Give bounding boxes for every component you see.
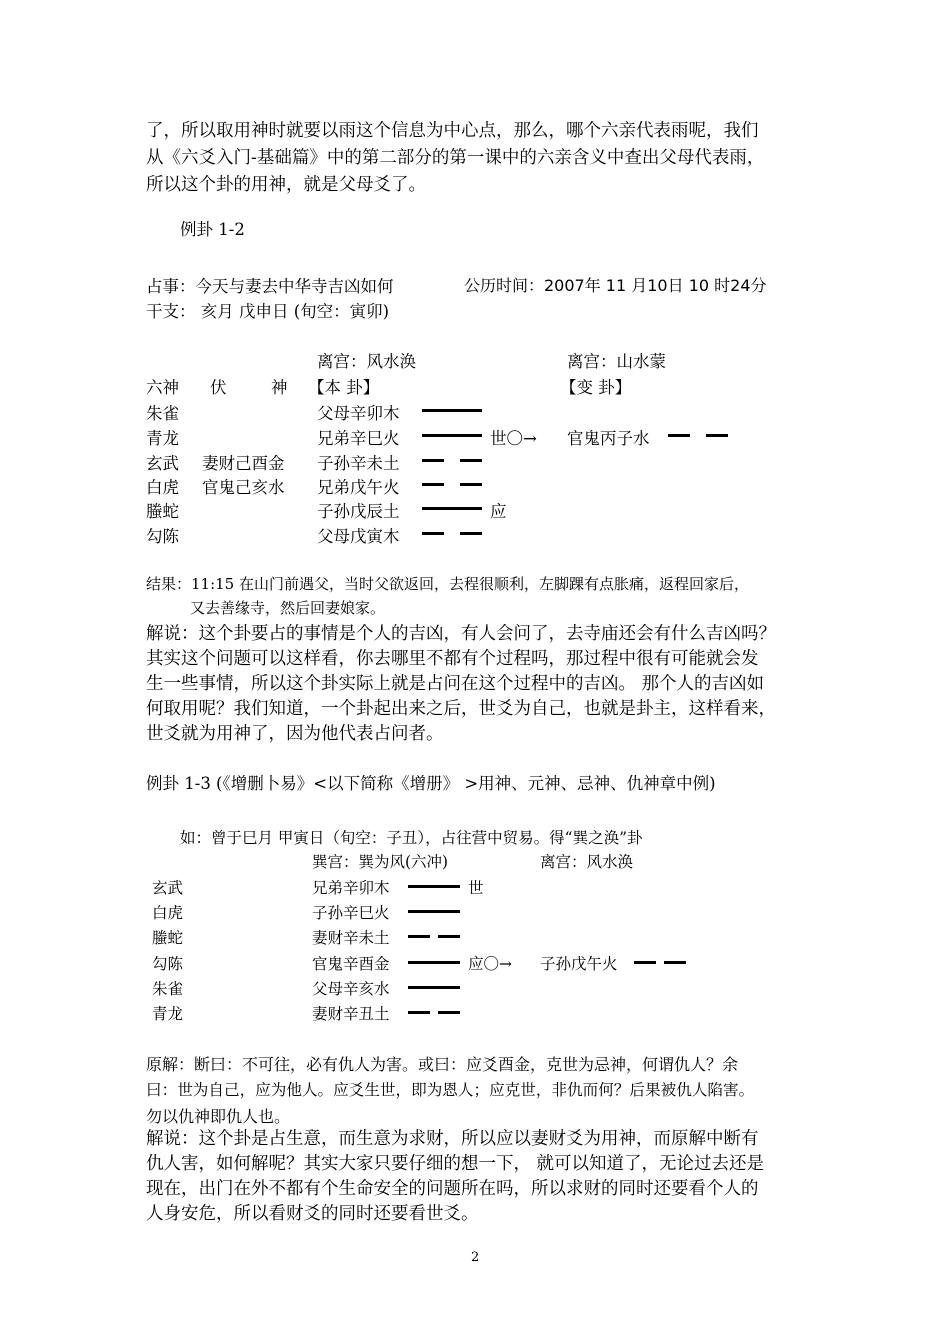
liushen-label: 白虎 xyxy=(146,478,179,497)
original-line-1: 原解：断曰：不可往，必有仇人为害。或曰：应爻酉金，克世为忌神，何谓仇人？余 xyxy=(146,1055,739,1074)
header-fu: 伏 xyxy=(210,378,227,397)
explain-1-3-line-1: 解说：这个卦是占生意，而生意为求财，所以应以妻财爻为用神，而原解中断有 xyxy=(146,1129,759,1149)
yin-line xyxy=(422,483,482,486)
yin-line xyxy=(634,961,686,964)
divination-time: 公历时间：2007年 11 月10日 10 时24分 xyxy=(464,276,767,295)
yao-label: 子孙戊辰土 xyxy=(317,502,400,521)
yao-label: 父母辛亥水 xyxy=(312,980,390,998)
ying-moving-mark: 应〇→ xyxy=(468,955,512,973)
yang-line xyxy=(422,409,482,412)
yao-label: 官鬼辛酉金 xyxy=(312,955,390,973)
original-line-2: 曰：世为自己，应为他人。应爻生世，即为恩人；应克世，非仇而何？后果被仇人陷害。 xyxy=(146,1081,755,1099)
header-liushen: 六神 xyxy=(146,378,179,397)
ganzhi-line: 干支： 亥月 戊申日 (旬空：寅卯) xyxy=(146,302,390,321)
page-number: 2 xyxy=(471,1250,480,1265)
fushen-label: 妻财己酉金 xyxy=(202,454,285,473)
liushen-label: 白虎 xyxy=(152,904,184,922)
yang-line xyxy=(408,910,460,913)
yao-label: 妻财辛丑土 xyxy=(312,1005,390,1023)
liushen-label: 青龙 xyxy=(146,429,179,448)
fushen-label: 官鬼己亥水 xyxy=(202,478,285,497)
liushen-label: 青龙 xyxy=(152,1005,184,1023)
yin-line xyxy=(408,935,460,938)
liushen-label: 朱雀 xyxy=(152,980,184,998)
explain-1-3-line-3: 现在，出门在外不都有个生命安全的问题所在吗，所以求财的同时还要看个人的 xyxy=(146,1179,759,1199)
result-line-1: 结果：11:15 在山门前遇父，当时父欲返回，去程很顺利，左脚踝有点胀痛，返程回家后， xyxy=(146,575,749,593)
liushen-label: 螣蛇 xyxy=(146,502,179,521)
palace-changed-1-3: 离宫：风水涣 xyxy=(540,853,634,871)
explain-1-2-line-3: 生一些事情，所以这个卦实际上就是占问在这个过程中的吉凶。 那个人的吉凶如 xyxy=(146,674,765,694)
yang-line xyxy=(408,961,460,964)
yao-label: 兄弟辛卯木 xyxy=(312,879,390,897)
changed-yao-label: 官鬼丙子水 xyxy=(567,429,650,448)
intro-line-1: 了，所以取用神时就要以雨这个信息为中心点，那么，哪个六亲代表雨呢，我们 xyxy=(146,121,759,141)
ying-mark: 应 xyxy=(490,502,507,521)
liushen-label: 勾陈 xyxy=(146,527,179,546)
explain-1-2-line-2: 其实这个问题可以这样看，你去哪里不都有个过程吗，那过程中很有可能就会发 xyxy=(146,649,759,669)
palace-changed: 离宫：山水蒙 xyxy=(567,352,666,371)
shi-mark: 世 xyxy=(468,879,484,897)
palace-main-1-3: 巽宫：巽为风(六冲) xyxy=(312,853,449,871)
explain-1-2-line-4: 何取用呢？我们知道，一个卦起出来之后，世爻为自己，也就是卦主，这样看来， xyxy=(146,699,776,719)
intro-line-2: 从《六爻入门-基础篇》中的第二部分的第一课中的六亲含义中查出父母代表雨， xyxy=(146,148,765,168)
intro-line-3: 所以这个卦的用神，就是父母爻了。 xyxy=(146,175,426,195)
liushen-label: 玄武 xyxy=(152,879,184,897)
yao-label: 兄弟辛巳火 xyxy=(317,429,400,448)
example-1-3-intro: 如：曾于巳月 甲寅日（旬空：子丑），占往营中贸易。得“巽之涣”卦 xyxy=(180,829,643,847)
yang-line xyxy=(408,986,460,989)
yang-line xyxy=(408,885,460,888)
explain-1-2-line-5: 世爻就为用神了，因为他代表占问者。 xyxy=(146,724,444,744)
yao-label: 父母辛卯木 xyxy=(317,404,400,423)
explain-1-2-line-1: 解说：这个卦要占的事情是个人的吉凶，有人会问了，去寺庙还会有什么吉凶吗？ xyxy=(146,624,776,644)
yang-line xyxy=(422,507,482,510)
header-shen: 神 xyxy=(271,378,288,397)
yin-line xyxy=(408,1011,460,1014)
yao-label: 兄弟戊午火 xyxy=(317,478,400,497)
shi-moving-mark: 世〇→ xyxy=(490,429,537,448)
changed-yao-label: 子孙戊午火 xyxy=(540,955,618,973)
example-1-3-title: 例卦 1-3 (《增删卜易》<以下简称《增册》 >用神、元神、忌神、仇神章中例) xyxy=(146,774,716,793)
yin-line xyxy=(422,459,482,462)
liushen-label: 玄武 xyxy=(146,454,179,473)
original-line-3: 勿以仇神即仇人也。 xyxy=(146,1107,291,1126)
liushen-label: 朱雀 xyxy=(146,404,179,423)
yao-label: 妻财辛未土 xyxy=(312,929,390,947)
explain-1-3-line-2: 仇人害，如何解呢？其实大家只要仔细的想一下， 就可以知道了，无论过去还是 xyxy=(146,1154,765,1174)
explain-1-3-line-4: 人身安危，所以看财爻的同时还要看世爻。 xyxy=(146,1204,479,1224)
example-1-2-title: 例卦 1-2 xyxy=(180,220,245,239)
result-line-2: 又去善缘寺，然后回妻娘家。 xyxy=(190,599,386,617)
yang-line xyxy=(422,434,482,437)
liushen-label: 螣蛇 xyxy=(152,929,184,947)
yao-label: 父母戊寅木 xyxy=(317,527,400,546)
header-bengua: 【本 卦】 xyxy=(308,378,380,397)
yao-label: 子孙辛未土 xyxy=(317,454,400,473)
palace-main: 离宫：风水涣 xyxy=(317,352,416,371)
yin-line xyxy=(422,532,482,535)
divination-topic: 占事：今天与妻去中华寺吉凶如何 xyxy=(146,277,394,296)
yao-label: 子孙辛巳火 xyxy=(312,904,390,922)
header-biangua: 【变 卦】 xyxy=(560,378,632,397)
liushen-label: 勾陈 xyxy=(152,955,184,973)
yin-line xyxy=(668,434,728,437)
